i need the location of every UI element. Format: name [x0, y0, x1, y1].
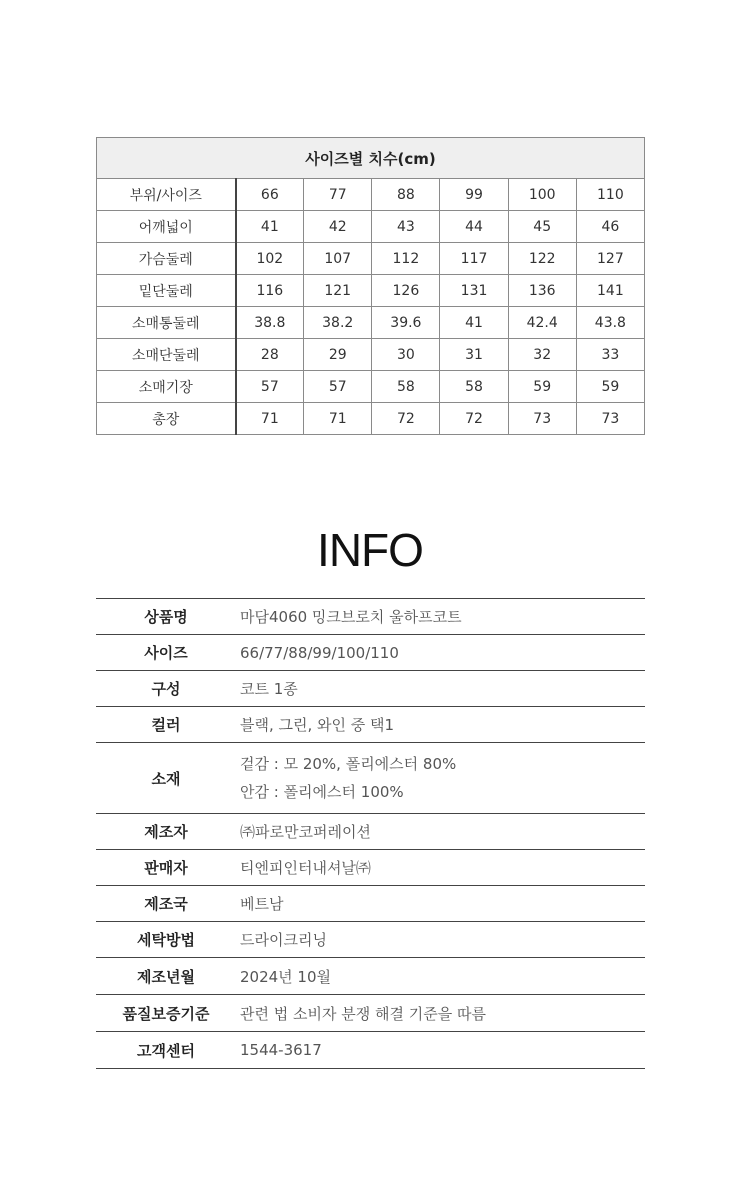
- info-key: 사이즈: [96, 635, 236, 671]
- table-cell: 122: [508, 243, 576, 275]
- table-cell: 39.6: [372, 307, 440, 339]
- info-value: 블랙, 그린, 와인 중 택1: [236, 707, 645, 743]
- table-cell: 121: [304, 275, 372, 307]
- table-cell: 38.8: [236, 307, 304, 339]
- table-cell: 어깨넓이: [97, 211, 236, 243]
- table-cell: 42: [304, 211, 372, 243]
- table-cell: 99: [440, 179, 508, 211]
- table-cell: 57: [236, 371, 304, 403]
- table-cell: 131: [440, 275, 508, 307]
- info-row: [96, 814, 645, 850]
- table-cell: 46: [576, 211, 644, 243]
- table-cell: 총장: [97, 403, 236, 435]
- info-value: 66/77/88/99/100/110: [236, 635, 645, 671]
- table-cell: 31: [440, 339, 508, 371]
- table-cell: 28: [236, 339, 304, 371]
- table-cell: 116: [236, 275, 304, 307]
- table-cell: 부위/사이즈: [97, 179, 236, 211]
- table-cell: 127: [576, 243, 644, 275]
- info-value: 코트 1종: [236, 671, 645, 707]
- size-table-title: 사이즈별 치수(cm): [97, 138, 645, 179]
- info-row: [96, 599, 645, 635]
- info-row: [96, 995, 645, 1032]
- table-cell: 107: [304, 243, 372, 275]
- info-row: [96, 886, 645, 922]
- info-key: 품질보증기준: [96, 995, 236, 1032]
- size-table-header-row: [97, 179, 645, 211]
- info-value: 드라이크리닝: [236, 922, 645, 958]
- table-cell: 126: [372, 275, 440, 307]
- info-heading: INFO: [317, 524, 423, 576]
- info-key: 제조국: [96, 886, 236, 922]
- info-row: [96, 707, 645, 743]
- table-row: [97, 211, 645, 243]
- table-cell: 58: [372, 371, 440, 403]
- table-cell: 30: [372, 339, 440, 371]
- table-cell: 소매단둘레: [97, 339, 236, 371]
- table-cell: 110: [576, 179, 644, 211]
- table-cell: 100: [508, 179, 576, 211]
- table-cell: 102: [236, 243, 304, 275]
- table-cell: 58: [440, 371, 508, 403]
- table-cell: 59: [576, 371, 644, 403]
- table-cell: 71: [304, 403, 372, 435]
- table-row: [97, 403, 645, 435]
- table-cell: 72: [372, 403, 440, 435]
- info-row: [96, 671, 645, 707]
- table-cell: 소매통둘레: [97, 307, 236, 339]
- table-cell: 41: [440, 307, 508, 339]
- info-key: 컬러: [96, 707, 236, 743]
- info-key: 제조자: [96, 814, 236, 850]
- table-cell: 밑단둘레: [97, 275, 236, 307]
- info-row: [96, 635, 645, 671]
- info-key: 구성: [96, 671, 236, 707]
- table-cell: 44: [440, 211, 508, 243]
- table-cell: 32: [508, 339, 576, 371]
- info-key: 소재: [96, 743, 236, 814]
- table-cell: 136: [508, 275, 576, 307]
- table-cell: 141: [576, 275, 644, 307]
- info-row: [96, 743, 645, 814]
- info-value: 마담4060 밍크브로치 울하프코트: [236, 599, 645, 635]
- info-key: 판매자: [96, 850, 236, 886]
- size-table: [96, 137, 645, 435]
- info-value-line: 안감 : 폴리에스터 100%: [240, 783, 404, 801]
- table-cell: 41: [236, 211, 304, 243]
- table-cell: 88: [372, 179, 440, 211]
- table-cell: 117: [440, 243, 508, 275]
- info-row: [96, 850, 645, 886]
- info-value: 관련 법 소비자 분쟁 해결 기준을 따름: [236, 995, 645, 1032]
- table-cell: 43: [372, 211, 440, 243]
- info-key: 상품명: [96, 599, 236, 635]
- table-cell: 57: [304, 371, 372, 403]
- table-cell: 소매기장: [97, 371, 236, 403]
- table-cell: 42.4: [508, 307, 576, 339]
- table-row: [97, 243, 645, 275]
- table-cell: 73: [508, 403, 576, 435]
- table-cell: 가슴둘레: [97, 243, 236, 275]
- table-cell: 66: [236, 179, 304, 211]
- info-key: 세탁방법: [96, 922, 236, 958]
- info-key: 고객센터: [137, 1041, 195, 1060]
- info-row: [96, 1032, 645, 1069]
- info-row: [96, 958, 645, 995]
- table-cell: 72: [440, 403, 508, 435]
- table-cell: 71: [236, 403, 304, 435]
- table-row: [97, 339, 645, 371]
- info-value: ㈜파로만코퍼레이션: [236, 814, 645, 850]
- info-value: 베트남: [236, 886, 645, 922]
- table-cell: 45: [508, 211, 576, 243]
- table-row: [97, 307, 645, 339]
- info-value: 1544-3617: [240, 1041, 322, 1059]
- info-value: 2024년 10월: [236, 958, 645, 995]
- table-cell: 38.2: [304, 307, 372, 339]
- info-value-line: 겉감 : 모 20%, 폴리에스터 80%: [240, 755, 457, 773]
- table-cell: 73: [576, 403, 644, 435]
- info-table: [96, 598, 645, 1069]
- info-key: 제조년월: [96, 958, 236, 995]
- info-value: [236, 743, 645, 814]
- table-row: [97, 371, 645, 403]
- table-cell: 43.8: [576, 307, 644, 339]
- table-cell: 29: [304, 339, 372, 371]
- table-cell: 77: [304, 179, 372, 211]
- table-row: [97, 275, 645, 307]
- table-cell: 112: [372, 243, 440, 275]
- table-cell: 59: [508, 371, 576, 403]
- table-cell: 33: [576, 339, 644, 371]
- info-value: 티엔피인터내셔날㈜: [236, 850, 645, 886]
- info-row: [96, 922, 645, 958]
